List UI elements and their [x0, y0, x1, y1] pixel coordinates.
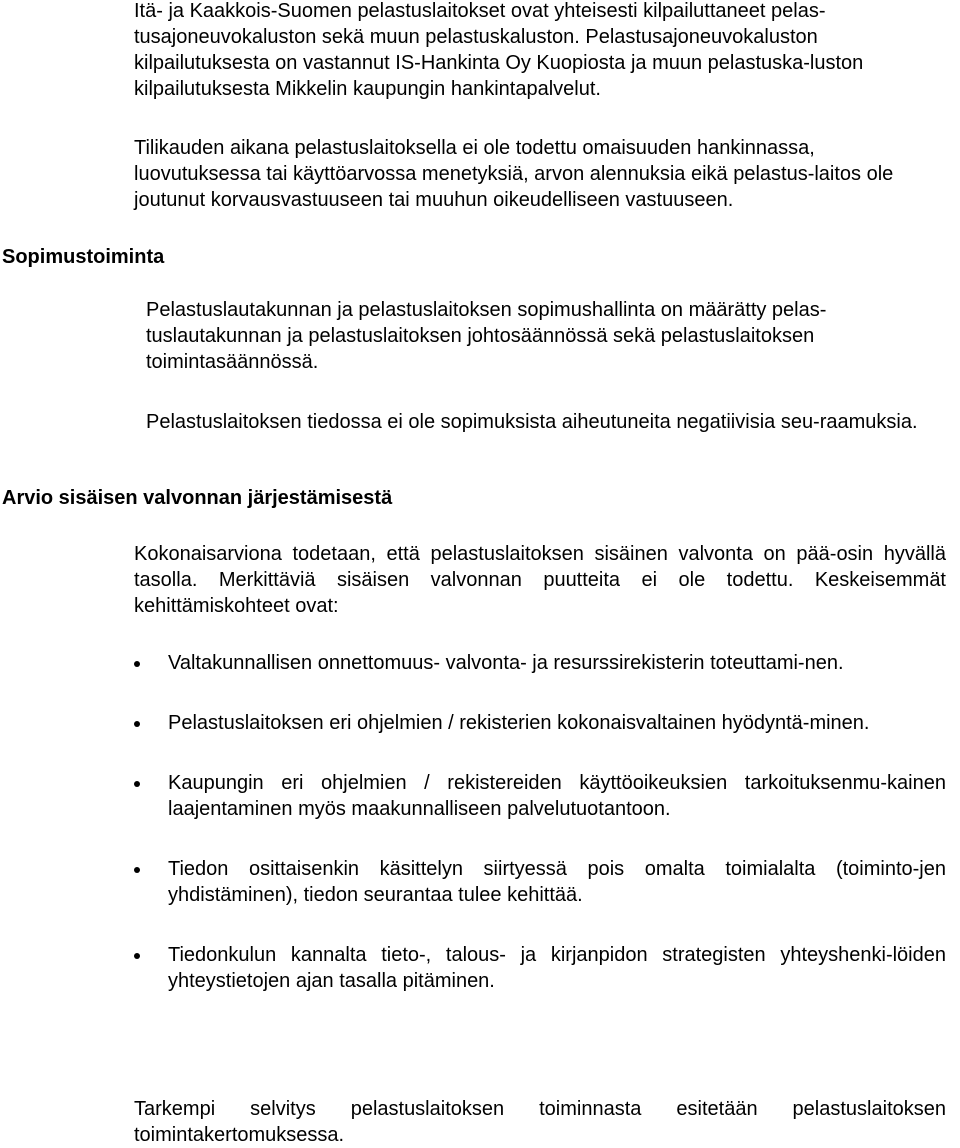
- list-item-text: Valtakunnallisen onnettomuus- valvonta- ja resurssirekisterin toteuttami-nen.: [168, 652, 844, 674]
- seuraamukset-paragraph: Pelastuslaitoksen tiedossa ei ole sopimuksista aiheutuneita negatiivisia seu-raamuksia.: [146, 411, 918, 433]
- bullet-icon: [134, 953, 140, 959]
- kehittamiskohteet-list: [134, 650, 946, 1028]
- list-item: [134, 650, 946, 676]
- list-item-text: Kaupungin eri ohjelmien / rekistereiden käyttöoikeuksien tarkoituksenmu-kainen laajentaminen myös maakunnalliseen palvelutuotantoon.: [168, 772, 946, 820]
- sopimustoiminta-heading: Sopimustoiminta: [2, 246, 165, 268]
- list-item-text: Tiedon osittaisenkin käsittelyn siirtyessä pois omalta toimialalta (toiminto-jen yhdistäminen), tiedon seurantaa tulee kehittää.: [168, 858, 946, 906]
- sopimushallinta-paragraph: Pelastuslautakunnan ja pelastuslaitoksen sopimushallinta on määrätty pelas-tuslautakunnan ja pelastuslaitoksen johtosäännössä sekä pelastuslaitoksen toimintasäännössä.: [146, 299, 827, 373]
- closing-paragraph: Tarkempi selvitys pelastuslaitoksen toiminnasta esitetään pelastuslaitoksen toimintakertomuksessa.: [134, 1098, 946, 1146]
- bullet-icon: [134, 781, 140, 787]
- tilikausi-paragraph: Tilikauden aikana pelastuslaitoksella ei ole todettu omaisuuden hankinnassa, luovutuksessa tai käyttöarvossa menetyksiä, arvon alennuksia eikä pelastus-laitos ole joutunut korvausvastuuseen tai muuhun oikeudelliseen vastuuseen.: [134, 137, 894, 211]
- list-item-text: Tiedonkulun kannalta tieto-, talous- ja kirjanpidon strategisten yhteyshenki-löiden yhteystietojen ajan tasalla pitäminen.: [168, 944, 946, 992]
- intro-paragraph: Itä- ja Kaakkois-Suomen pelastuslaitokset ovat yhteisesti kilpailuttaneet pelas-tusajoneuvokaluston sekä muun pelastuskaluston. Pelastusajoneuvokaluston kilpailutuksesta on vastannut IS-Hankinta Oy Kuopiosta ja muun pelastuska-luston kilpailutuksesta Mikkelin kaupungin hankintapalvelut.: [134, 0, 864, 100]
- bullet-icon: [134, 721, 140, 727]
- list-item: [134, 770, 946, 822]
- list-item-text: Pelastuslaitoksen eri ohjelmien / rekisterien kokonaisvaltainen hyödyntä-minen.: [168, 712, 870, 734]
- list-item: [134, 856, 946, 908]
- kokonaisarvio-paragraph: Kokonaisarviona todetaan, että pelastuslaitoksen sisäinen valvonta on pää-osin hyvällä tasolla. Merkittäviä sisäisen valvonnan puutteita ei ole todettu. Keskeisemmät kehittämiskohteet ovat:: [134, 543, 946, 617]
- bullet-icon: [134, 867, 140, 873]
- bullet-icon: [134, 661, 140, 667]
- list-item: [134, 942, 946, 994]
- arvio-heading: Arvio sisäisen valvonnan järjestämisestä: [2, 487, 393, 509]
- list-item: [134, 710, 946, 736]
